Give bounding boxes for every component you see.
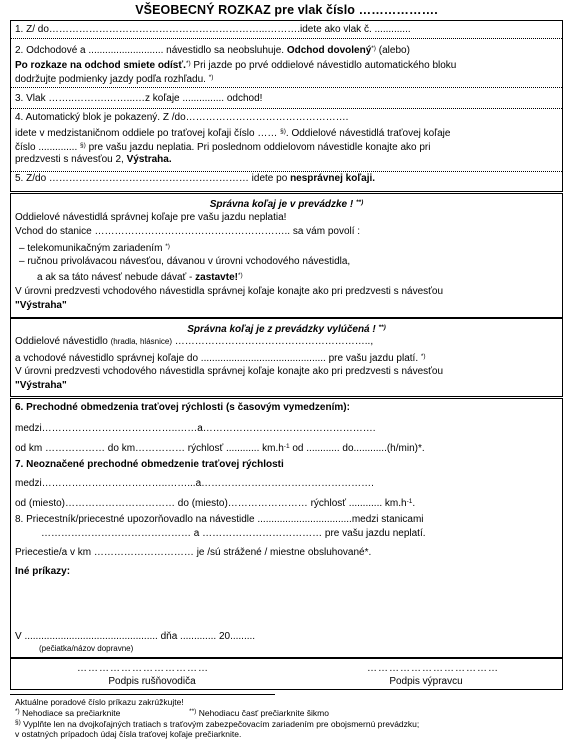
wrong-track-line-3 — [19, 241, 170, 255]
section-1: 1. Z/ do………………………………………………………...……….idete ako vlak č. ............. — [15, 24, 411, 35]
section-4-line-1: 4. Automatický blok je pokazený. Z /do…………………………………………. — [15, 112, 349, 123]
wrong-track-text: a ak sa táto návesť nebude dávať - — [37, 272, 193, 283]
footnote-mark: **) — [189, 708, 197, 715]
page-title: VŠEOBECNÝ ROZKAZ pre vlak číslo ………………. — [135, 3, 438, 17]
footnote-mark: *) — [237, 272, 243, 279]
footnote-mark: **) — [378, 324, 386, 331]
stop-command: zastavte! — [195, 272, 238, 283]
unit-exponent: -1 — [406, 498, 413, 505]
section-6-heading: 6. Prechodné obmedzenia traťovej rýchlosti (s časovým vymedzením): — [15, 402, 350, 413]
footnote-mark: §) — [15, 719, 21, 726]
section-7-heading: 7. Neoznačené prechodné obmedzenie traťovej rýchlosti — [15, 459, 284, 470]
section-8-line-1: 8. Priecestník/priecestné upozorňovadlo na návestidle ..................................medzi stanicami — [15, 514, 424, 525]
separator — [11, 108, 562, 109]
footnote-text: Vyplňte len na dvojkoľajných tratiach s traťovým zabezpečovacím zariadením pre obojsmernú prevádzku; — [23, 719, 420, 729]
footnote-1: Aktuálne poradové číslo príkazu zakrúžkujte! — [15, 697, 184, 707]
section-5 — [15, 173, 375, 185]
separator — [11, 38, 562, 39]
wrong-track-line-6: V úrovni predzvesti vchodového návestidla správnej koľaje konajte ako pri predzvesti s návesťou — [15, 286, 444, 297]
wrong-track: nesprávnej koľaji. — [290, 173, 376, 184]
section-7-text: od (miesto)…………………………… do (miesto)…………………… rýchlosť ............ km.h — [15, 498, 407, 509]
wrong-track-line-2: Vchod do stanice ………………………………………………….. sa vám povolí : — [15, 226, 361, 237]
wrong-track-line-4: – ručnou privolávacou návesťou, dávanou v úrovni vchodového návestidla, — [19, 256, 351, 267]
section-6-text: od km ……………… do km…………… rýchlosť ............ km.h — [15, 443, 284, 454]
other-orders-heading: Iné príkazy: — [15, 566, 71, 577]
section-8-line-2: ……………………………………… a ……………………………… pre vašu jazdu neplatí. — [41, 528, 426, 539]
excluded-text: a vchodové návestidlo správnej koľaje do ............................................. pre vašu jazdu platí. — [15, 353, 419, 364]
heading-text: Správna koľaj je v prevádzke ! — [209, 199, 354, 210]
section-7-line-1: medzi………………………………..……...a……………………………………………. — [15, 478, 374, 489]
excluded-track-line-2 — [15, 351, 426, 365]
driver-signature-dots: ……………………………… — [77, 663, 209, 674]
footnote-mark: *) — [371, 45, 376, 52]
section-2-text: 2. Odchodové a ........................... návestidlo sa neobsluhuje. — [15, 45, 285, 56]
footnote-mark: *) — [208, 74, 214, 81]
section-2-text: Pri jazde po prvé oddielové návestidlo automatického bloku — [193, 60, 457, 71]
footnote-mark: *) — [185, 60, 191, 67]
separator — [11, 87, 562, 88]
section-4-line-2: idete v medzistaničnom oddiele po traťovej koľaji číslo …… §). Oddielové návestidlá traťovej koľaje — [15, 128, 451, 139]
wrong-track-line-7: "Výstraha" — [15, 300, 67, 311]
footnote-mark: §) — [280, 128, 286, 135]
footnote-mark: *) — [15, 708, 20, 715]
section-7-text: . — [412, 498, 416, 509]
section-7-line-2 — [15, 496, 415, 510]
section-4-text: pre vašu jazdu neplatia. Pri poslednom oddielovom návestidle konajte ako pri — [88, 142, 431, 153]
section-2-line-1 — [15, 43, 410, 57]
section-5-text: 5. Z/do …………………………………………………… idete po — [15, 173, 288, 184]
section-4-text: číslo .............. — [15, 142, 78, 153]
footnote-mark: §) — [80, 142, 86, 149]
driver-signature-label: Podpis rušňovodiča — [108, 676, 196, 687]
section-4-text: idete v medzistaničnom oddiele po traťovej koľaji číslo …… — [15, 128, 278, 139]
excluded-track-line-3: V úrovni predzvesti vchodového návestidla správnej koľaje konajte ako pri predzvesti s návesťou — [15, 366, 444, 377]
footnote-mark: *) — [165, 243, 170, 250]
departure-order: Po rozkaze na odchod smiete odísť. — [15, 60, 186, 71]
excluded-track-heading — [0, 322, 573, 336]
section-6-text: od ............ do............(h/min)*. — [292, 443, 425, 454]
footnote-text: Nehodiacu časť prečiarknite šikmo — [198, 708, 329, 718]
separator — [11, 171, 562, 172]
excluded-track-line-4: "Výstraha" — [15, 380, 67, 391]
section-4-line-4 — [15, 154, 172, 166]
section-4-text: Oddielové návestidlá traťovej koľaje — [291, 128, 451, 139]
section-4-text: predzvesti s návesťou 2, — [15, 154, 124, 165]
dispatcher-signature-label: Podpis výpravcu — [389, 676, 463, 687]
excluded-text: Oddielové návestidlo — [15, 336, 108, 347]
footnote-4: v ostatných prípadoch údaj čísla traťovej koľaje prečiarknite. — [15, 729, 242, 739]
warning-signal: Výstraha. — [126, 154, 172, 165]
section-2-text: dodržujte podmienky jazdy podľa rozhľadu. — [15, 74, 206, 85]
wrong-track-line-1: Oddielové návestidlá správnej koľaje pre vašu jazdu neplatia! — [15, 212, 287, 223]
departure-allowed: Odchod dovolený — [286, 45, 372, 56]
stamp-note: (pečiatka/názov dopravne) — [39, 644, 134, 653]
footnote-2 — [15, 707, 329, 718]
footnote-text: Nehodiace sa prečiarknite — [22, 708, 121, 718]
footnote-3 — [15, 718, 419, 729]
heading-text: Správna koľaj je z prevádzky vylúčená ! — [187, 324, 376, 335]
option-telecom: – telekomunikačným zariadením — [19, 243, 163, 254]
excluded-note: (hradla, hlásnice) — [110, 337, 172, 346]
section-4-line-3 — [15, 140, 430, 154]
place-date-line: V ................................................ dňa ............. 20......... — [15, 631, 256, 642]
section-3: 3. Vlak ……..……….……...…z koľaje ............... odchod! — [15, 93, 263, 104]
unit-exponent: -1 — [283, 443, 290, 450]
section-6-line-2 — [15, 441, 425, 455]
excluded-track-line-1 — [15, 336, 373, 348]
footnote-mark: **) — [356, 199, 364, 206]
wrong-track-line-5 — [37, 270, 243, 284]
section-2-line-3 — [15, 72, 213, 86]
section-8-line-3: Priecestie/a v km ………………………… je /sú strážené / miestne obsluhované*. — [15, 547, 372, 558]
section-6-line-1: medzi…………………………………..……a……………………………………………. — [15, 423, 376, 434]
wrong-track-heading — [0, 197, 573, 211]
section-2-alt: (alebo) — [378, 45, 410, 56]
section-2-line-2 — [15, 58, 456, 72]
footnote-mark: *) — [420, 353, 426, 360]
footnote-rule — [10, 694, 275, 695]
excluded-dots: ………………………………………………….., — [174, 336, 374, 347]
dispatcher-signature-dots: ……………………………… — [367, 663, 499, 674]
